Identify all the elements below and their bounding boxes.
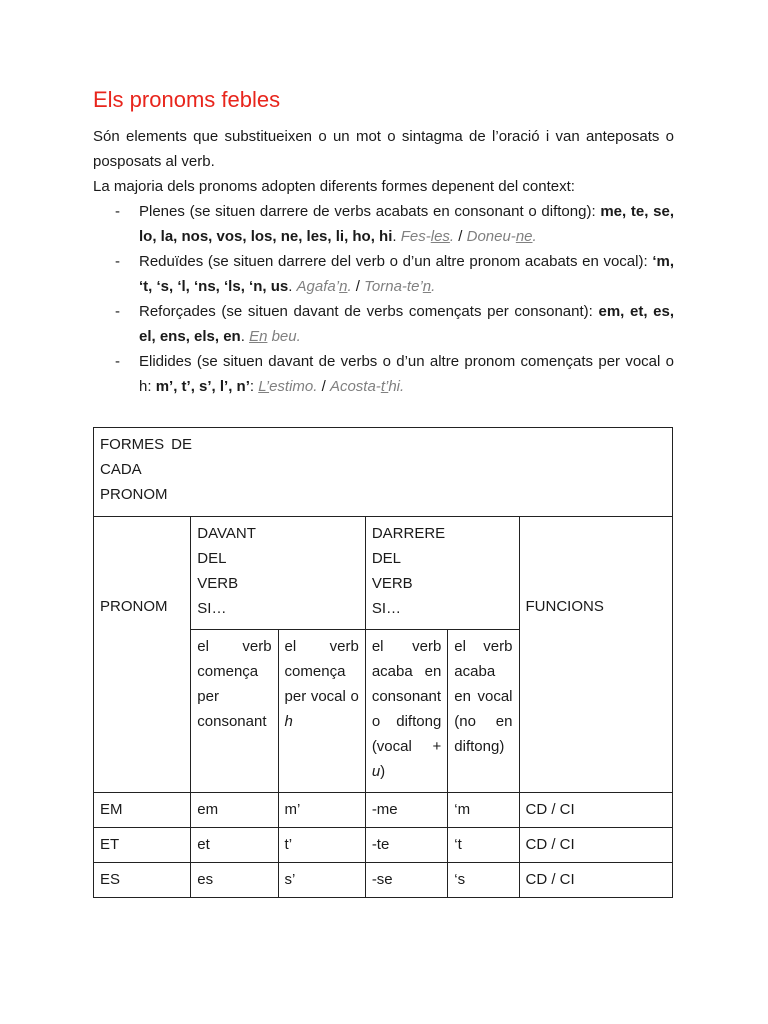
cell-starts-consonant: em [191,793,278,828]
list-item [93,249,674,299]
header-davant: DAVANT DEL VERB SI… [191,517,366,630]
pronoun-forms-table [93,427,673,898]
cell-funcions: CD / CI [519,863,673,898]
list-item-sep: . [288,278,297,295]
list-item [93,349,674,399]
list-item-forms: em, et, es, el, ens, els, en [139,303,675,345]
cell-ends-consonant: -se [365,863,447,898]
list-dash: - [115,303,120,320]
cell-pronom: ES [94,863,191,898]
cell-ends-consonant: -te [365,828,447,863]
table-row [94,828,673,863]
list-dash: - [115,203,120,220]
list-item [93,199,674,249]
example-2: Torna-te’n. [364,278,436,295]
cell-ends-consonant: -me [365,793,447,828]
pronoun-forms-list [93,199,674,399]
list-dash: - [115,353,120,370]
subheader-starts-vowel: el verb comença per vocal o h [278,630,365,793]
example-1: Agafa’n. [296,278,352,295]
list-item-forms: m’, t’, s’, l’, n’ [155,378,250,395]
header-darrere: DARRERE DEL VERB SI… [365,517,519,630]
list-item-sep: . [240,328,250,345]
cell-funcions: CD / CI [519,828,673,863]
example-1: En beu. [249,328,301,345]
header-funcions: FUNCIONS [519,517,673,793]
table-row [94,863,673,898]
list-item-sep: . [392,228,401,245]
cell-ends-vowel: ‘m [448,793,519,828]
table-row [94,793,673,828]
subheader-starts-consonant: el verb comença per consonant [191,630,278,793]
cell-funcions: CD / CI [519,793,673,828]
list-item-forms: me, te, se, lo, la, nos, vos, los, ne, les, li, ho, hi [139,203,674,245]
intro-list-lead: La majoria dels pronoms adopten diferents formes depenent del context: [93,178,575,195]
example-2: Acosta-t’hi. [329,378,405,395]
cell-ends-vowel: ‘s [448,863,519,898]
intro-paragraph: Són elements que substitueixen o un mot o sintagma de l’oració i van anteposats o posposats al verb. [93,128,674,170]
example-separator: / [351,278,365,295]
cell-starts-consonant: et [191,828,278,863]
list-item-text: Reforçades (se situen davant de verbs començats per consonant): [139,303,599,320]
header-pronom: PRONOM [94,517,191,793]
cell-starts-consonant: es [191,863,278,898]
example-separator: / [317,378,330,395]
list-item-text: Elidides (se situen davant de verbs o d’un altre pronom començats per vocal o h: [139,353,674,395]
example-2: Doneu-ne. [466,228,537,245]
list-item [93,299,674,349]
cell-starts-vowel: m’ [278,793,365,828]
cell-pronom: ET [94,828,191,863]
list-item-text: Plenes (se situen darrere de verbs acabats en consonant o diftong): [139,203,601,220]
subheader-ends-consonant: el verb acaba en consonant o diftong (vocal + u) [365,630,447,793]
list-dash: - [115,253,120,270]
list-item-forms: ‘m, ‘t, ‘s, ‘l, ‘ns, ‘ls, ‘n, us [139,253,674,295]
example-1: L’estimo. [258,378,318,395]
cell-pronom: EM [94,793,191,828]
example-1: Fes-les. [400,228,455,245]
page-title: Els pronoms febles [93,87,281,112]
cell-ends-vowel: ‘t [448,828,519,863]
list-item-sep: : [249,378,259,395]
document-page [93,84,674,399]
list-item-text: Reduïdes (se situen darrere del verb o d’un altre pronom acabats en vocal): [139,253,653,270]
table-caption: FORMES DE CADA PRONOM [94,428,673,517]
cell-starts-vowel: s’ [278,863,365,898]
subheader-ends-vowel: el verb acaba en vocal (no en diftong) [448,630,519,793]
example-separator: / [454,228,467,245]
cell-starts-vowel: t’ [278,828,365,863]
